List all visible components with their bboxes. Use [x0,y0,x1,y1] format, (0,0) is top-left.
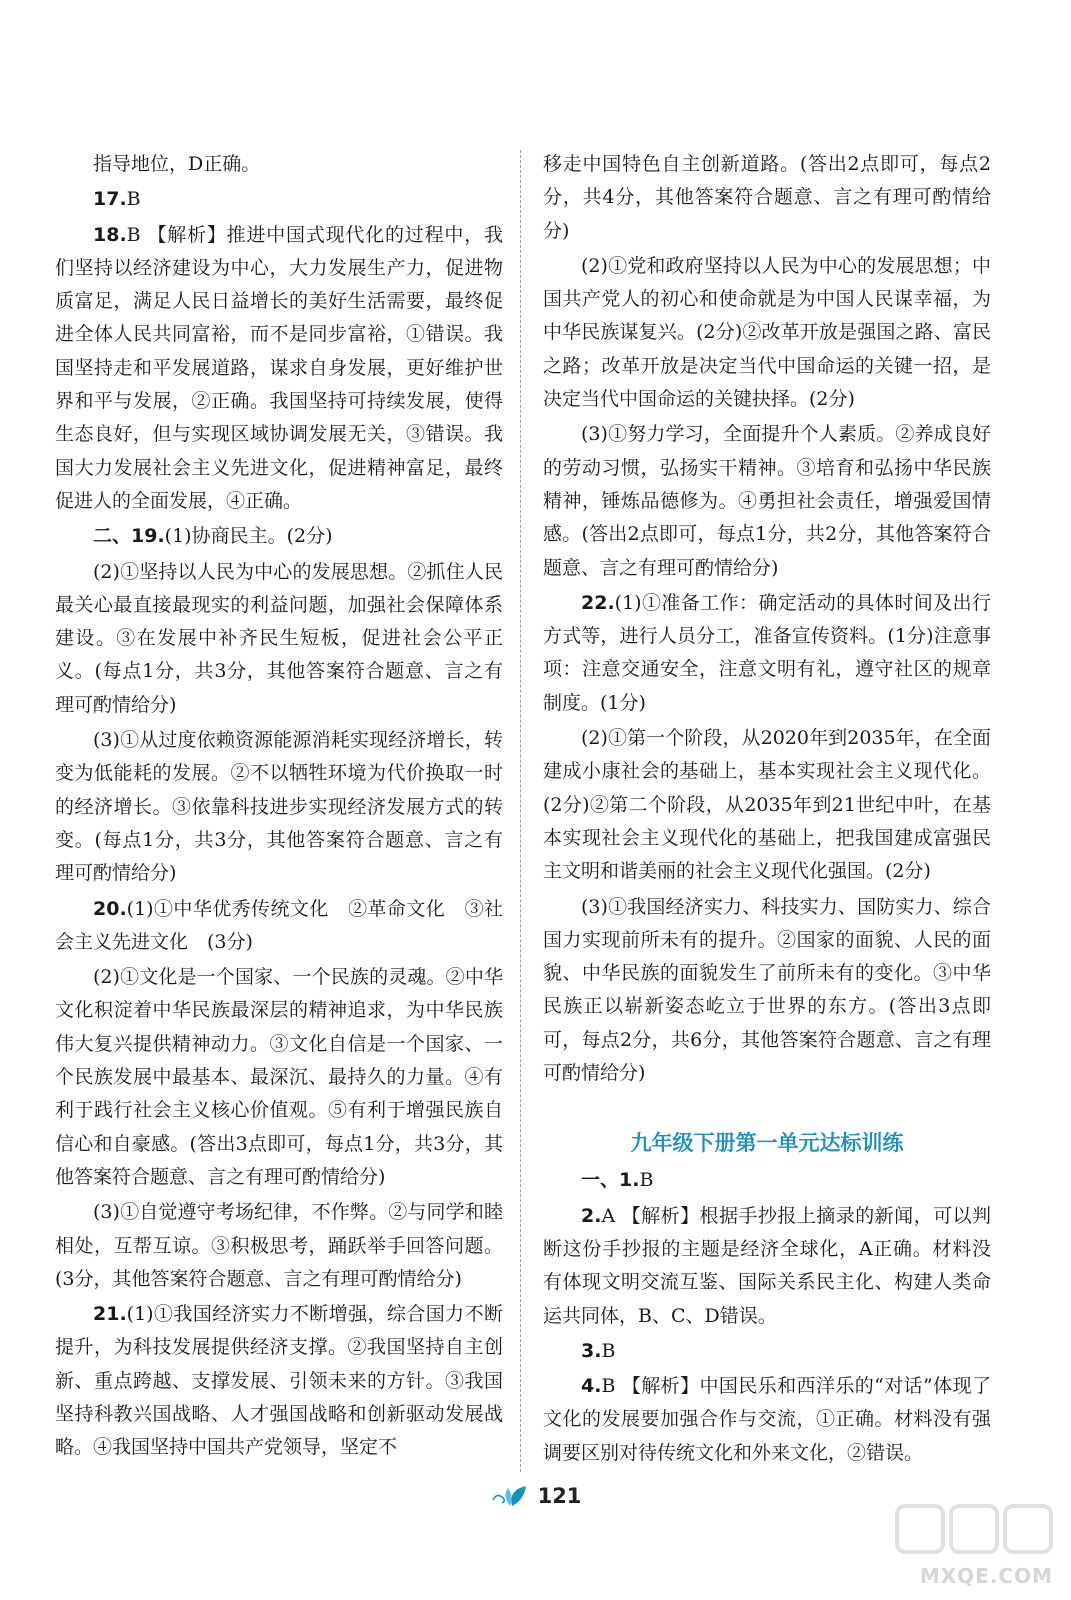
answer-item [543,1370,991,1470]
question-number: 2. [581,1204,602,1227]
answer-item [543,1200,991,1333]
right-column [543,148,991,1472]
answer-paragraph: 移走中国特色自主创新道路。(答出2点即可，每点2分，共4分，其他答案符合题意、言之有理可酌情给分) [543,153,991,242]
answer-item [543,1164,991,1197]
answer-text: B [639,1169,654,1192]
question-number: 二、19. [93,525,165,548]
answer-item [55,520,503,553]
answer-paragraph: (2)①第一个阶段，从2020年到2035年，在全面建成小康社会的基础上，基本实现社会主义现代化。(2分)②第二个阶段，从2035年到21世纪中叶，在基本实现社会主义现代化的基础上，把我国建成富强民主文明和谐美丽的社会主义现代化强国。(2分) [543,727,991,883]
question-number: 17. [93,188,127,211]
answer-item [543,587,991,720]
question-number: 18. [93,223,127,246]
answer-paragraph: (3)①努力学习，全面提升个人素质。②养成良好的劳动习惯，弘扬实干精神。③培育和弘扬中华民族精神，锤炼品德修为。④勇担社会责任，增强爱国情感。(答出2点即可，每点1分，共2分，其他答案符合题意、言之有理可酌情给分) [543,423,991,579]
answer-text: (1)①准备工作：确定活动的具体时间及出行方式等，进行人员分工，准备宣传资料。(1分)注意事项：注意交通安全，注意文明有礼，遵守社区的规章制度。(1分) [543,591,991,714]
answer-paragraph: (2)①文化是一个国家、一个民族的灵魂。②中华文化积淀着中华民族最深层的精神追求，为中华民族伟大复兴提供精神动力。③文化自信是一个国家、一个民族发展中最基本、最深沉、最持久的力量。④有利于践行社会主义核心价值观。⑤有利于增强民族自信心和自豪感。(答出3点即可，每点1分，共3分，其他答案符合题意、言之有理可酌情给分) [55,966,503,1188]
question-number: 一、1. [581,1169,640,1192]
answer-text: B [126,188,141,211]
answer-paragraph: 指导地位，D正确。 [93,153,261,175]
answer-text: (1)①中华优秀传统文化 ②革命文化 ③社会主义先进文化 (3分) [55,897,503,953]
answer-item [55,893,503,960]
answer-paragraph: (3)①从过度依赖资源能源消耗实现经济增长，转变为低能耗的发展。②不以牺牲环境为代价换取一时的经济增长。③依靠科技进步实现经济发展方式的转变。(每点1分，共3分，其他答案符合题意、言之有理可酌情给分) [55,729,503,885]
answer-paragraph: (3)①自觉遵守考场纪律，不作弊。②与同学和睦相处，互帮互谅。③积极思考，踊跃举手回答问题。(3分，其他答案符合题意、言之有理可酌情给分) [55,1201,503,1290]
left-column [55,148,503,1467]
question-number: 22. [581,591,615,614]
answer-item [55,183,503,216]
question-number: 20. [93,897,127,920]
section-title: 九年级下册第一单元达标训练 [630,1131,904,1156]
answer-text: B 【解析】中国民乐和西洋乐的“对话”体现了文化的发展要加强合作与交流，①正确。材料没有强调要区别对待传统文化和外来文化，②错误。 [543,1375,991,1464]
answer-text: (1)①我国经济实力不断增强，综合国力不断提升，为科技发展提供经济支撑。②我国坚持自主创新、重点跨越、支撑发展、引领未来的方针。③我国坚持科教兴国战略、人才强国战略和创新驱动发展战略。④我国坚持中国共产党领导，坚定不 [55,1303,503,1459]
page-number: 121 [537,1484,582,1508]
watermark-logo-icon [889,1500,1057,1570]
answer-item [543,1335,991,1368]
answer-text: A 【解析】根据手抄报上摘录的新闻，可以判断这份手抄报的主题是经济全球化，A正确。材料没有体现文明交流互鉴、国际关系民主化、构建人类命运共同体，B、C、D错误。 [543,1204,991,1327]
answer-text: (1)协商民主。(2分) [164,525,333,548]
answer-paragraph: (2)①党和政府坚持以人民为中心的发展思想；中国共产党人的初心和使命就是为中国人民谋幸福，为中华民族谋复兴。(2分)②改革开放是强国之路、富民之路；改革开放是决定当代中国命运的关键一招，是决定当代中国命运的关键抉择。(2分) [543,254,991,411]
watermark [889,1500,1057,1590]
question-number: 3. [581,1339,602,1362]
answer-text: B 【解析】推进中国式现代化的过程中，我们坚持以经济建设为中心，大力发展生产力，促进物质富足，满足人民日益增长的美好生活需要，最终促进全体人民共同富裕，而不是同步富裕，①错误。我国坚持走和平发展道路，谋求自身发展，更好维护世界和平与发展，②正确。我国坚持可持续发展，使得生态良好，但与实现区域协调发展无关，③错误。我国大力发展社会主义先进文化，促进精神富足，最终促进人的全面发展，④正确。 [55,223,503,512]
answer-paragraph: (2)①坚持以人民为中心的发展思想。②抓住人民最关心最直接最现实的利益问题，加强社会保障体系建设。③在发展中补齐民生短板，促进社会公平正义。(每点1分，共3分，其他答案符合题意、言之有理可酌情给分) [55,560,503,716]
answer-text: B [601,1339,616,1362]
watermark-text: MXQE.COM [919,1564,1053,1588]
answer-paragraph: (3)①我国经济实力、科技实力、国防实力、综合国力实现前所未有的提升。②国家的面貌、人民的面貌、中华民族的面貌发生了前所未有的变化。③中华民族正以崭新姿态屹立于世界的东方。(答出3点即可，每点2分，共6分，其他答案符合题意、言之有理可酌情给分) [543,895,991,1085]
answer-item [55,219,503,519]
question-number: 21. [93,1303,127,1326]
column-divider [520,150,521,1472]
answer-item [55,1298,503,1464]
question-number: 4. [581,1375,602,1398]
leaf-swirl-icon [490,1482,530,1510]
